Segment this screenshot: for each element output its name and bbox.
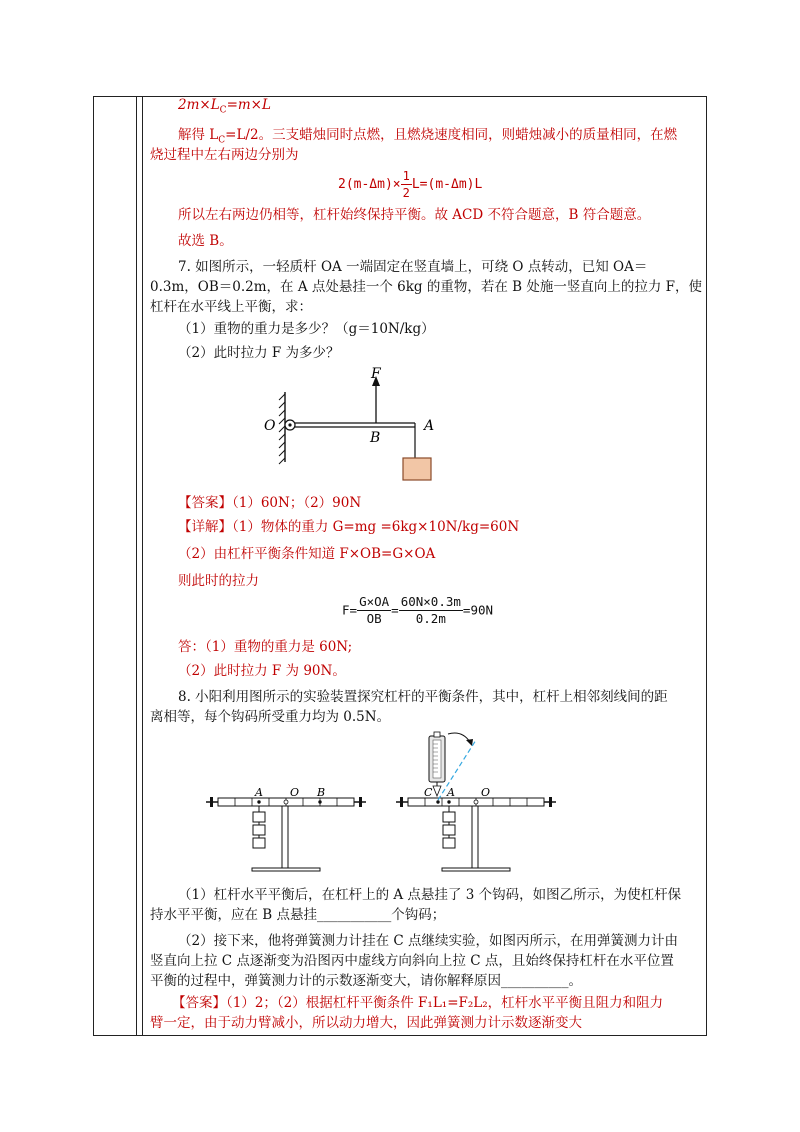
q7-detail3: 则此时的拉力	[178, 573, 259, 589]
q8-answer-b: 臂一定，由于动力臂减小，所以动力增大，因此弹簧测力计示数逐渐变大	[150, 1015, 582, 1031]
label-C-right: C	[424, 786, 433, 799]
solution6-equation: 2(m-Δm)× $\frac{1}{2}$ L=(m-Δm)L	[338, 169, 483, 200]
apparatus-left	[206, 786, 366, 871]
q8-answer-a: 【答案】（1）2；（2）根据杠杆平衡条件 F₁L₁=F₂L₂，杠杆水平平衡且阻力和阻力	[172, 995, 664, 1011]
label-B: B	[370, 430, 381, 446]
q7-detail: 【详解】（1）物体的重力 G=mg =6kg×10N/kg=60N	[178, 519, 520, 535]
q7-line2: 0.3m，OB＝0.2m，在 A 点处悬挂一个 6kg 的重物，若在 B 处施一竖直向上的拉力 F，使	[150, 279, 703, 295]
q8-lever-experiment-figure	[200, 728, 560, 874]
label-O-left: O	[290, 786, 300, 799]
q7-answer: 【答案】（1）60N；（2）90N	[178, 495, 362, 511]
pivot-dot	[288, 423, 291, 426]
q7-reply2: （2）此时拉力 F 为 90N。	[178, 663, 346, 679]
label-A-left: A	[255, 786, 263, 799]
q7-sub2: （2）此时拉力 F 为多少？	[178, 345, 340, 361]
label-A: A	[424, 418, 435, 434]
table-second-column	[93, 96, 143, 1036]
q7-detail2: （2）由杠杆平衡条件知道 F×OB=G×OA	[178, 546, 436, 562]
q8-line2: 离相等，每个钩码所受重力均为 0.5N。	[150, 709, 391, 725]
label-O-right: O	[481, 786, 491, 799]
hanging-weight	[403, 458, 431, 480]
q7-force-equation: F= $\frac{G\times OA}{OB}$ = $\frac{60N\times 0.3m}{0.2m}$ =90N	[342, 594, 494, 626]
solution6-line2: 解得 $L_C=L/2$。三支蜡烛同时点燃，且燃烧速度相同，则蜡烛减小的质量相同，在燃	[178, 127, 678, 146]
q7-reply1: 答：（1）重物的重力是 60N;	[178, 639, 353, 655]
q8-sub2-b: 竖直向上拉 C 点逐渐变为沿图丙中虚线方向斜向上拉 C 点，且始终保持杠杆在水平位置	[150, 953, 674, 969]
q8-sub2-a: （2）接下来，他将弹簧测力计挂在 C 点继续实验，如图丙所示，在用弹簧测力计由	[178, 933, 678, 949]
q8-sub1-b: 持水平平衡，应在 B 点悬挂___________个钩码；	[150, 907, 446, 923]
q7-lever-figure	[255, 362, 455, 490]
label-F: F	[371, 366, 381, 382]
wall-hatching	[279, 394, 285, 464]
q7-sub1: （1）重物的重力是多少？（g＝10N/kg）	[178, 321, 435, 337]
label-A-right: A	[447, 786, 455, 799]
solution6-line1: $2m\times L_C=m\times L$	[178, 97, 271, 116]
q8-line1: 8. 小阳利用图所示的实验装置探究杠杆的平衡条件，其中，杠杆上相邻刻线间的距	[178, 689, 668, 705]
solution6-line3: 烧过程中左右两边分别为	[150, 147, 299, 163]
q7-line1: 7. 如图所示，一轻质杆 OA 一端固定在竖直墙上，可绕 O 点转动，已知 OA＝	[178, 259, 648, 275]
solution6-line4: 所以左右两边仍相等，杠杆始终保持平衡。故 ACD 不符合题意，B 符合题意。	[178, 207, 651, 223]
label-B-left: B	[317, 786, 326, 799]
solution6-line5: 故选 B。	[178, 233, 233, 249]
apparatus-right	[396, 732, 556, 871]
q8-sub2-c: 平衡的过程中，弹簧测力计的示数逐渐变大，请你解释原因__________。	[150, 973, 582, 989]
label-O: O	[264, 418, 276, 434]
q7-line3: 杠杆在水平线上平衡，求：	[150, 299, 312, 315]
q8-sub1-a: （1）杠杆水平平衡后，在杠杆上的 A 点悬挂了 3 个钩码，如图乙所示，为使杠杆保	[178, 887, 682, 903]
